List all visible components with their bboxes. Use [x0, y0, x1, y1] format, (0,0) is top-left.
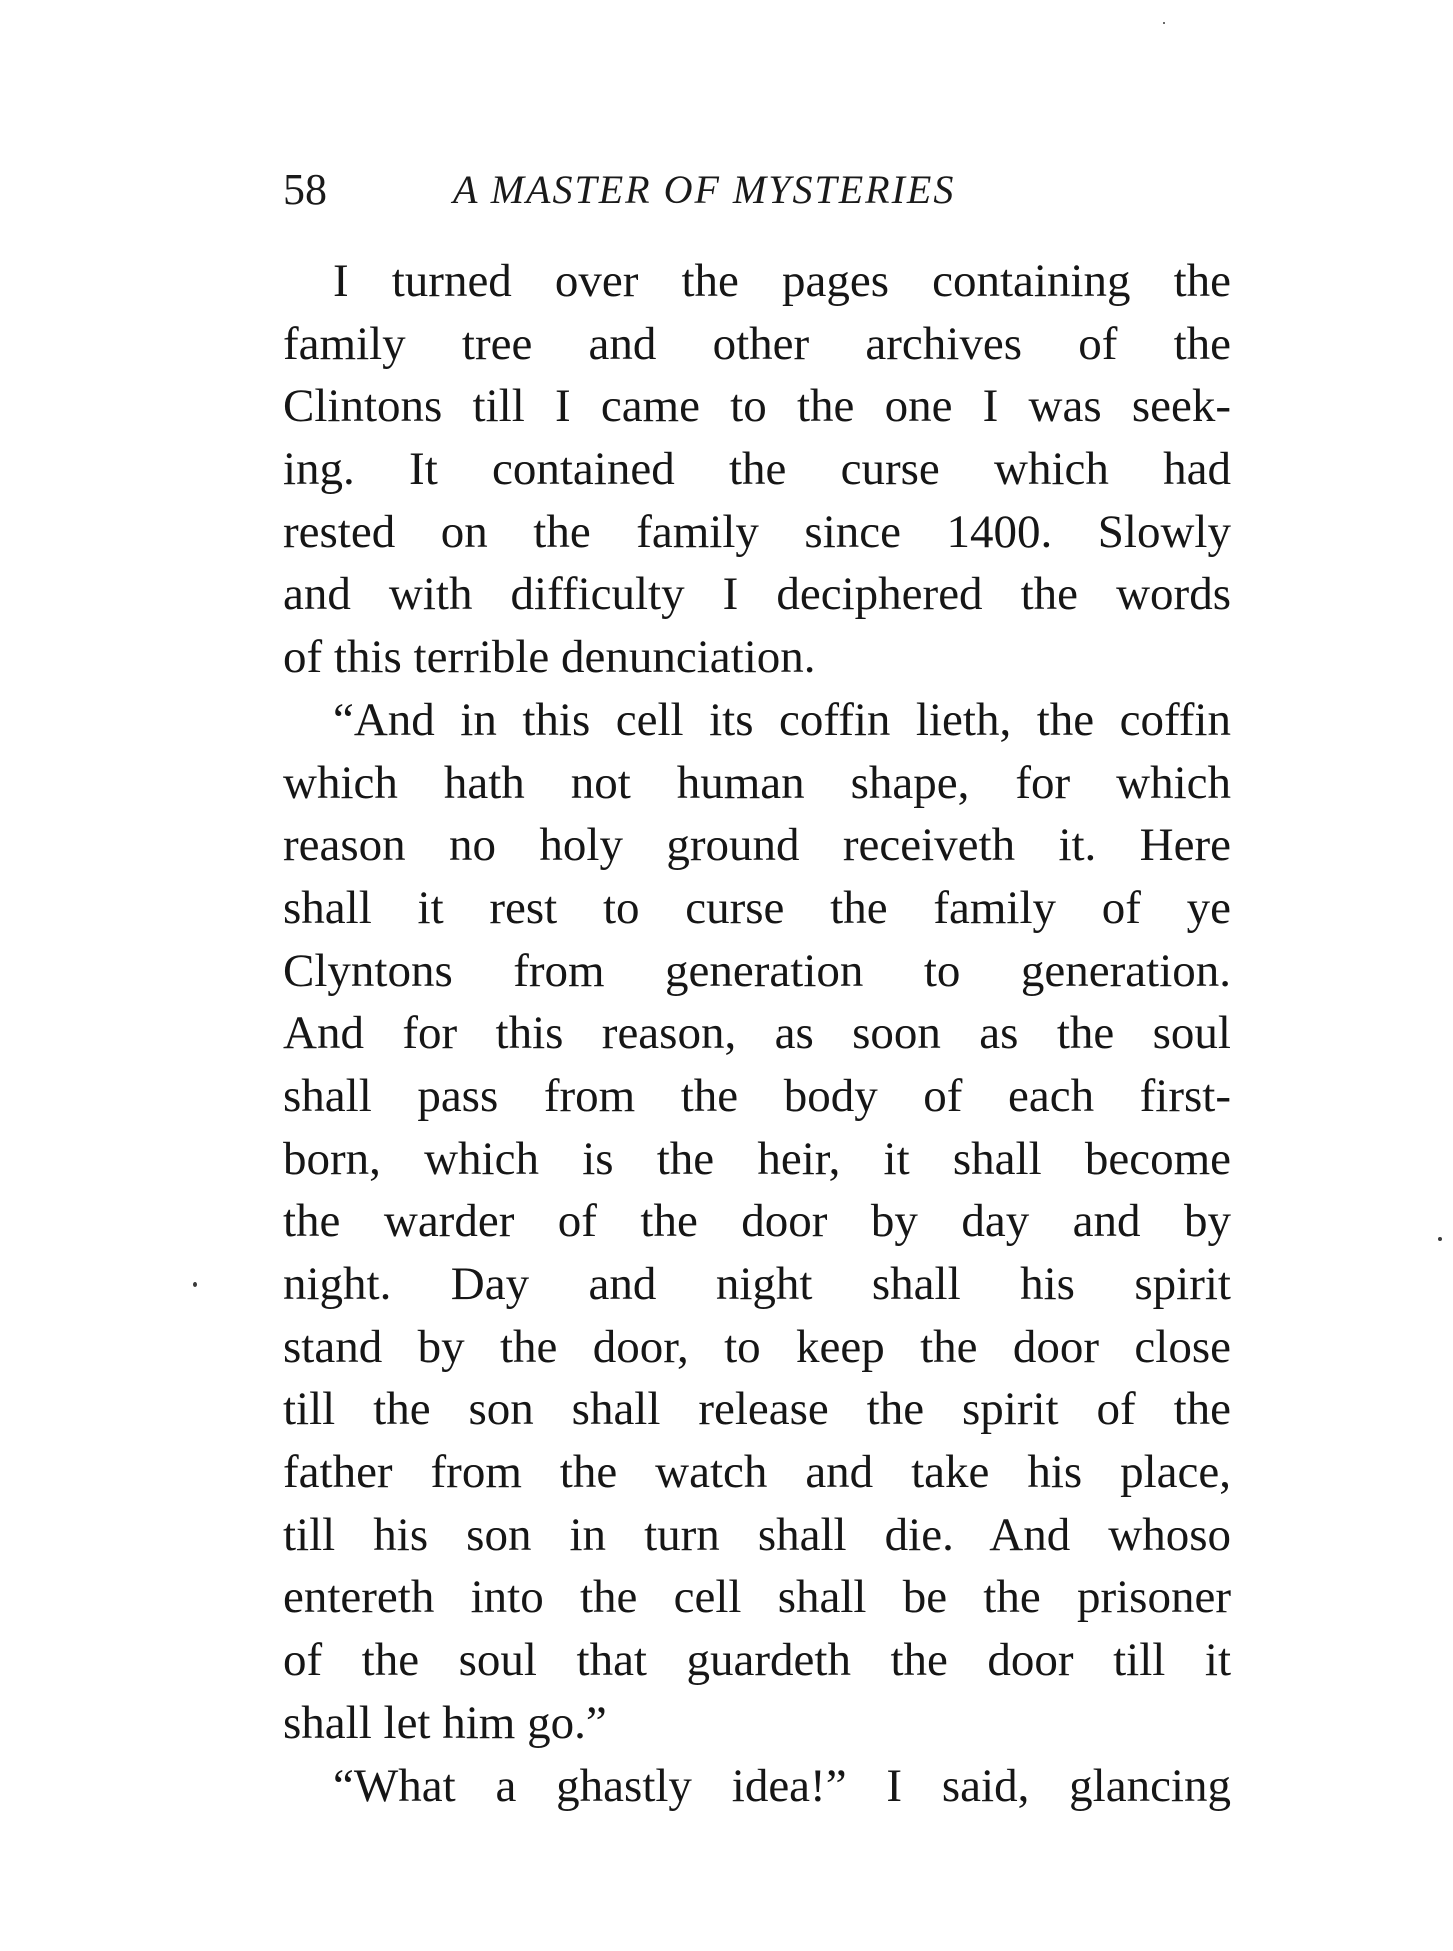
text-line: ing. It contained the curse which had [283, 443, 1231, 496]
text-line: rested on the family since 1400. Slowly [283, 505, 1231, 558]
text-line: I turned over the pages containing the [333, 255, 1231, 307]
text-line: of the soul that guardeth the door till it [283, 1634, 1231, 1687]
text-line: shall let him go.” [283, 1696, 607, 1749]
text-line: night. Day and night shall his spirit [283, 1258, 1231, 1310]
text-line: “And in this cell its coffin lieth, the coffin [333, 693, 1231, 746]
page-number: 58 [283, 165, 327, 214]
text-line: entereth into the cell shall be the prisoner [283, 1571, 1231, 1624]
text-line: of this terrible denunciation. [283, 631, 816, 684]
page-header [283, 160, 1043, 220]
text-line: stand by the door, to keep the door close [283, 1320, 1231, 1373]
text-line: and with difficulty I deciphered the words [283, 568, 1231, 621]
text-line: which hath not human shape, for which [283, 756, 1231, 809]
running-title: A MASTER OF MYSTERIES [453, 167, 956, 212]
text-line: And for this reason, as soon as the soul [283, 1007, 1231, 1060]
text-line: father from the watch and take his place, [283, 1446, 1231, 1499]
text-line: born, which is the heir, it shall become [283, 1132, 1231, 1185]
text-line: “What a ghastly idea!” I said, glancing [333, 1759, 1231, 1812]
body-text [283, 250, 1231, 1817]
text-line: shall pass from the body of each first- [283, 1069, 1231, 1122]
text-line: shall it rest to curse the family of ye [283, 881, 1231, 934]
text-line: family tree and other archives of the [283, 317, 1231, 370]
text-line: reason no holy ground receiveth it. Here [283, 819, 1231, 872]
text-line: Clintons till I came to the one I was seek- [283, 380, 1231, 433]
text-line: till his son in turn shall die. And whoso [283, 1508, 1231, 1561]
scan-speck [1438, 1237, 1442, 1241]
scan-speck [193, 1282, 197, 1287]
text-line: Clyntons from generation to generation. [283, 944, 1231, 997]
scan-speck [1163, 22, 1165, 24]
text-line: the warder of the door by day and by [283, 1195, 1231, 1248]
text-line: till the son shall release the spirit of the [283, 1383, 1231, 1436]
